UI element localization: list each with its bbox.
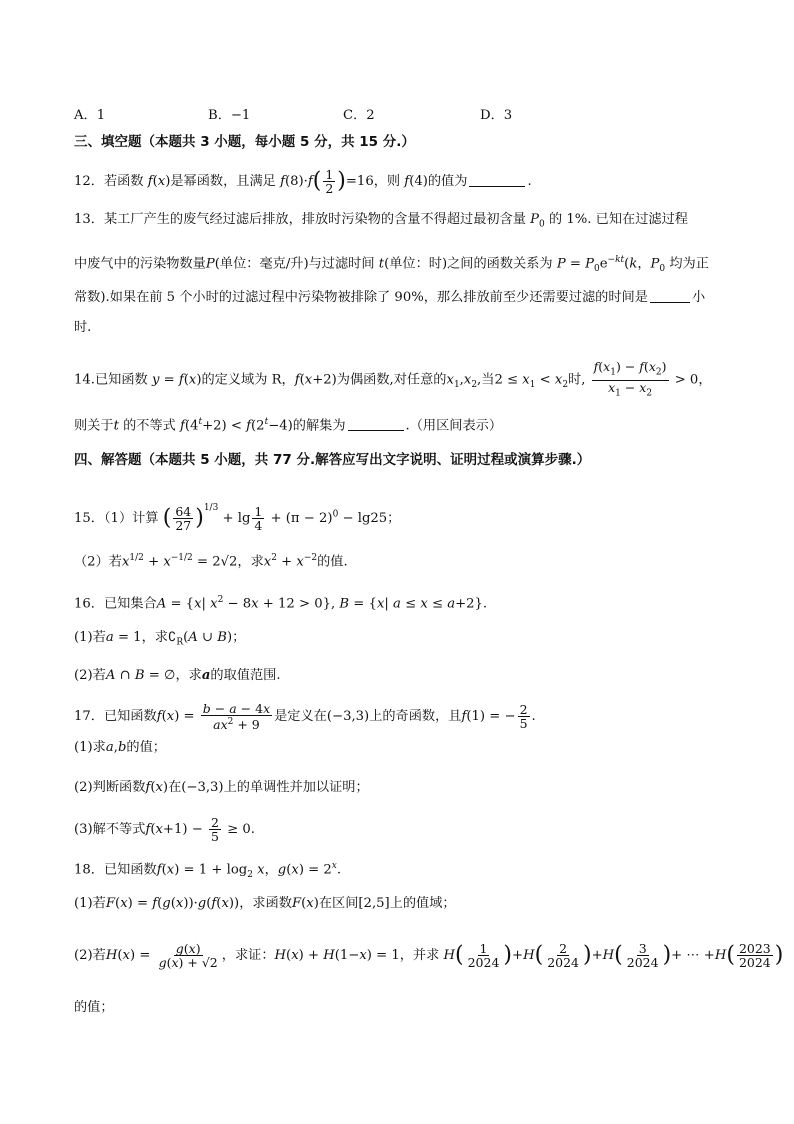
answer-blank-14 [348,430,404,431]
question-15-part-2: （2）若$x^{1/2} + x^{-1/2} = 2√2$，求$x^2 + x^{-2}$的值. [74,553,348,570]
section-3-heading: 三、填空题（本题共 3 小题，每小题 5 分，共 15 分.） [74,134,415,150]
question-14-line-2: 则关于t 的不等式 $f(4^t+2) < f(2^t-4)$的解集为 .（用区间表示） [74,417,503,434]
answer-blank-13 [650,302,690,303]
question-13-line-3: 常数).如果在前 5 个小时的过滤过程中污染物被排除了 90%，那么排放前至少还需要过滤的时间是 小 [74,290,706,305]
question-17-line-3: (2)判断函数f(x)在(−3,3)上的单调性并加以证明； [74,780,369,795]
question-13-line-2: 中废气中的污染物数量P(单位：毫克/升)与过滤时间 t(单位：时)之间的函数关系为 $P = P_0e^{-kt}(k$，$P_0$ 均为正 [74,255,709,275]
question-16-line-2: (1)若a = 1，求$∁_R(A$ ∪ B)； [74,630,246,648]
question-17-line-1: 17．已知函数f(x) = $\frac{b - a - 4x}{ax^2 + 9}$ 是定义在(−3,3)上的奇函数，且f(1) = − $\frac{2}{5}$ . [74,701,536,733]
question-18-line-3: (2)若H(x) = $\frac{g(x)}{g(x) + √2}$ ，求证：H(x) + H(1−x) = 1，并求 H( $\frac{1}{2024}$ )+H( $\frac{2}{2024}$ )+H( $\frac{3}{2024}$ )+ ⋯ +H( $\frac{2023}{2024}$ ) [74,941,784,970]
question-18-line-4: 的值； [74,1000,114,1015]
option-b: B．−1 [208,108,251,123]
option-a: A．1 [74,108,106,123]
question-12: 12．若函数 f(x)是幂函数，且满足 f(8)·f( $\frac{1}{2}$ )=16，则 f(4)的值为 . [74,167,532,196]
question-16-line-3: (2)若A ∩ B = ∅，求a的取值范围. [74,668,281,683]
section-4-heading: 四、解答题（本题共 5 小题，共 77 分.解答应写出文字说明、证明过程或演算步骤.） [74,452,591,468]
question-18-line-1: 18．已知函数$f(x) = 1 + \log_2 x$，$g(x) = 2^x$. [74,861,342,881]
question-13-line-1: 13．某工厂产生的废气经过滤后排放，排放时污染物的含量不得超过最初含量 $P_0$ 的 1%. 已知在过滤过程 [74,212,688,230]
question-15-part-1: 15．（1）计算 ( $\frac{64}{27}$ )$^{1/3}$ + lg $\frac{1}{4}$ + $(\pi - 2)^0 - \lg 25$； [74,503,401,533]
option-d: D．3 [480,108,513,123]
answer-blank-12 [469,186,525,187]
question-16-line-1: 16．已知集合A = {x| $x^2 - 8x + 12 > 0$}, B = {x| a ≤ x ≤ a+2}. [74,595,488,612]
option-c: C．2 [343,108,375,123]
question-17-line-2: (1)求a,b的值； [74,740,166,755]
question-14-line-1: 14.已知函数 y = f(x)的定义域为 R，f(x+2)为偶函数,对任意的$x_1,x_2$,当$2 \le x_1 < x_2$时, $\frac{f(x_1) - f(x_2)}{x_1 - x_2}$ > 0， [74,359,712,398]
question-13-line-4: 时. [74,320,92,335]
question-17-line-4: (3)解不等式f(x+1) − $\frac{2}{5}$ ≥ 0. [74,815,255,844]
question-18-line-2: (1)若F(x) = f(g(x))·g(f(x))，求函数F(x)在区间[2,5]上的值域； [74,896,456,911]
